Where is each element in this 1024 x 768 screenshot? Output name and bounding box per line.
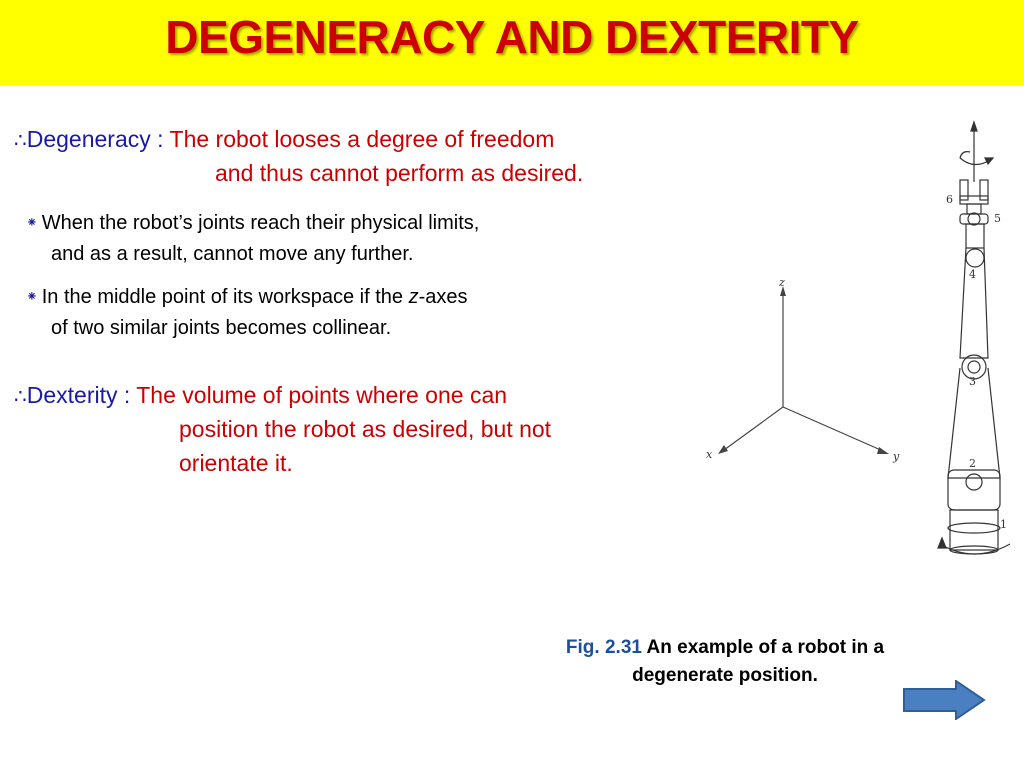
top-axis-arrowhead <box>971 122 977 131</box>
x-axis <box>724 407 783 450</box>
dexterity-definition-line2: position the robot as desired, but not <box>179 416 552 442</box>
bullet-1-line2: and as a result, cannot move any further. <box>51 243 414 265</box>
coordinate-axes-diagram <box>690 270 920 470</box>
therefore-icon: ∴ <box>14 384 27 408</box>
degeneracy-definition-line1: The robot looses a degree of freedom <box>169 126 555 152</box>
bullet-item-2 <box>26 286 468 309</box>
slide-title: DEGENERACY AND DEXTERITY <box>165 11 859 63</box>
y-axis-label: y <box>893 450 900 463</box>
figure-caption-label: Fig. 2.31 <box>565 637 642 658</box>
next-slide-button[interactable] <box>902 680 986 720</box>
wrist-joint <box>960 214 988 224</box>
x-axis-label: x <box>706 448 713 461</box>
y-axis <box>783 407 883 451</box>
rotation-arrow-base-icon <box>938 538 946 548</box>
joint-label-2: 2 <box>969 457 976 470</box>
joint-label-4: 4 <box>969 268 976 281</box>
joint-label-6: 6 <box>946 193 953 206</box>
rotation-arc-top-back <box>960 152 970 158</box>
figure-caption-text-line1: An example of a robot in a <box>646 637 885 658</box>
base-cylinder <box>950 510 998 550</box>
bullet-2-line1-post: -axes <box>418 286 468 308</box>
forearm-link <box>960 248 988 358</box>
figure-caption-text-line2: degenerate position. <box>632 665 818 686</box>
gripper-right-finger <box>980 180 988 200</box>
joint-4-circle <box>966 249 984 267</box>
base-rim <box>948 523 1000 533</box>
dexterity-heading <box>14 382 507 409</box>
bullet-item-1 <box>26 212 479 235</box>
joint-2-circle <box>966 474 982 490</box>
asterisk-bullet-icon: ⁕ <box>26 288 38 304</box>
wrist-joint-circle <box>968 213 980 225</box>
bullet-2-line1-italic: z <box>408 286 419 308</box>
degeneracy-definition-line2: and thus cannot perform as desired. <box>215 160 584 186</box>
therefore-icon: ∴ <box>14 128 27 152</box>
joint-3-inner <box>968 361 980 373</box>
right-arrow-icon[interactable] <box>904 681 984 719</box>
figure-caption <box>500 634 950 690</box>
bullet-2-line1-pre: In the middle point of its workspace if the <box>41 286 409 308</box>
bullet-1-line1: When the robot’s joints reach their physical limits, <box>41 212 480 234</box>
dexterity-definition-line1: The volume of points where one can <box>136 382 508 408</box>
y-axis-arrowhead <box>877 447 889 454</box>
bullet-2-line2: of two similar joints becomes collinear. <box>51 317 392 339</box>
joint-label-3: 3 <box>969 375 976 388</box>
degeneracy-term: Degeneracy : <box>26 126 164 152</box>
upper-link <box>966 224 984 248</box>
rotation-arrow-top-icon <box>985 158 993 164</box>
robot-arm-diagram <box>930 118 1010 578</box>
asterisk-bullet-icon: ⁕ <box>26 214 38 230</box>
joint-label-5: 5 <box>994 212 1001 225</box>
dexterity-term: Dexterity : <box>26 382 131 408</box>
degeneracy-heading <box>14 126 554 153</box>
x-axis-arrowhead <box>718 445 728 454</box>
dexterity-definition-line3: orientate it. <box>179 450 293 476</box>
gripper-left-finger <box>960 180 968 200</box>
joint-label-1: 1 <box>1000 518 1007 531</box>
z-axis-label: z <box>779 276 785 289</box>
